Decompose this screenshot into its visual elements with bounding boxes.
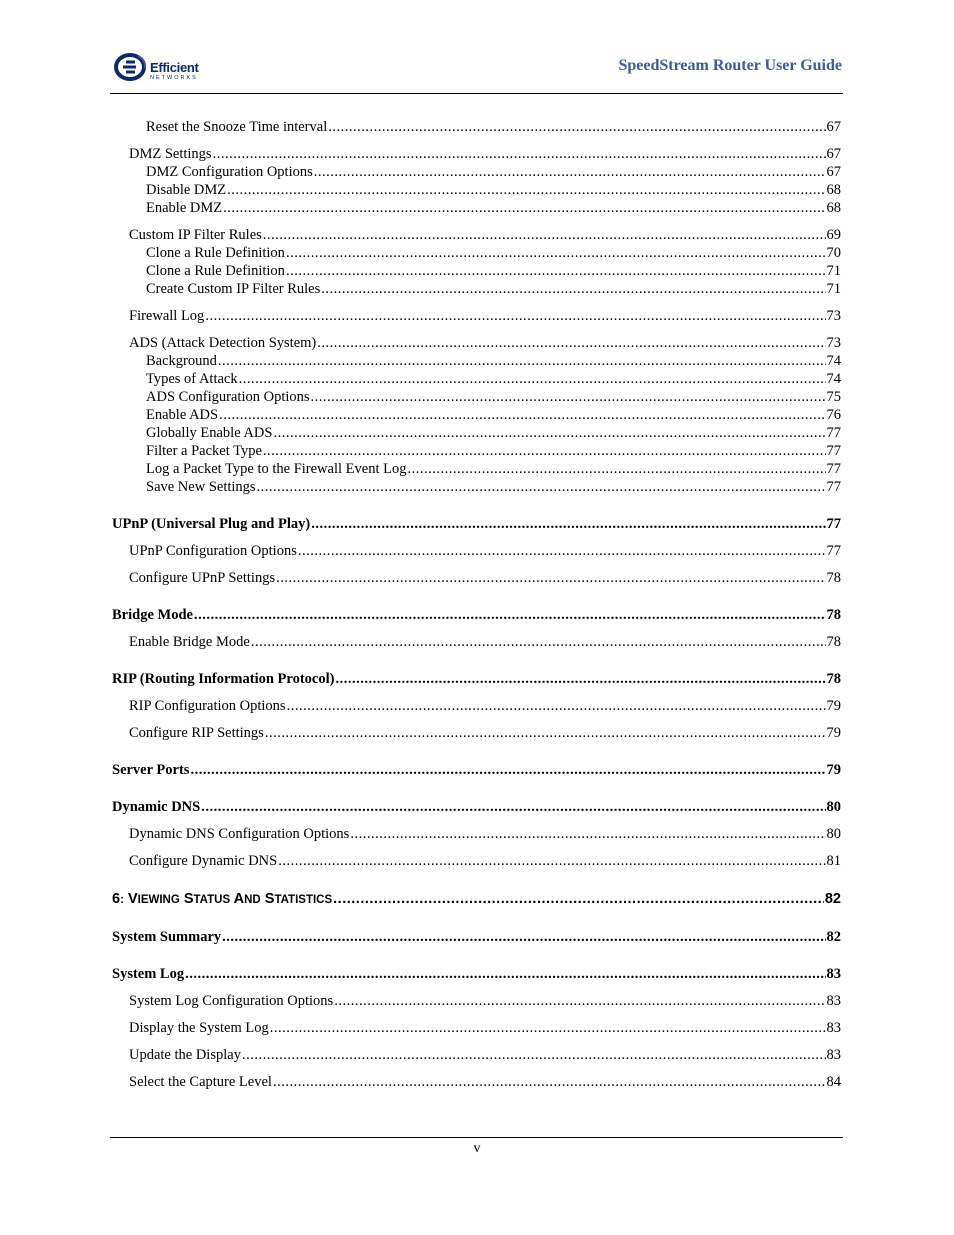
toc-entry-title: Save New Settings xyxy=(146,479,256,495)
guide-title: SpeedStream Router User Guide xyxy=(618,57,842,74)
toc-entry[interactable] xyxy=(112,478,841,496)
toc-entry-title: Enable Bridge Mode xyxy=(129,634,250,650)
toc-entry-title: ADS (Attack Detection System) xyxy=(129,335,317,351)
toc-entry[interactable] xyxy=(112,244,841,262)
toc-dot-leader xyxy=(219,406,825,424)
toc-dot-leader xyxy=(213,145,826,163)
toc-dot-leader xyxy=(286,244,826,262)
toc-entry-title: Bridge Mode xyxy=(112,607,193,623)
toc-entry-title: Filter a Packet Type xyxy=(146,443,262,459)
toc-dot-leader xyxy=(311,515,825,533)
toc-entry-title: Clone a Rule Definition xyxy=(146,245,285,261)
toc-entry-page: 80 xyxy=(826,799,841,815)
toc-entry[interactable] xyxy=(112,965,841,983)
toc-entry-title: Server Ports xyxy=(112,762,190,778)
toc-entry-title: Enable DMZ xyxy=(146,200,223,216)
toc-entry-page: 84 xyxy=(826,1074,841,1090)
toc-entry-page: 79 xyxy=(826,762,841,778)
toc-dot-leader xyxy=(265,724,826,742)
toc-entry-title: Update the Display xyxy=(129,1047,241,1063)
toc-entry-title: Configure Dynamic DNS xyxy=(129,853,278,869)
toc-dot-leader xyxy=(190,761,825,779)
toc-entry[interactable] xyxy=(112,515,841,533)
toc-entry-title: Reset the Snooze Time interval xyxy=(146,119,328,135)
toc-dot-leader xyxy=(328,118,825,136)
toc-entry-page: 83 xyxy=(826,1020,841,1036)
toc-entry[interactable] xyxy=(112,118,841,136)
toc-entry-page: 68 xyxy=(826,182,841,198)
toc-entry[interactable] xyxy=(112,307,841,325)
toc-dot-leader xyxy=(270,1019,826,1037)
toc-entry[interactable] xyxy=(112,460,841,478)
toc-dot-leader xyxy=(263,226,826,244)
toc-entry-page: 77 xyxy=(826,425,841,441)
toc-dot-leader xyxy=(227,181,825,199)
toc-entry[interactable] xyxy=(112,606,841,624)
toc-entry[interactable] xyxy=(112,406,841,424)
toc-entry[interactable] xyxy=(112,334,841,352)
toc-dot-leader xyxy=(222,928,825,946)
toc-entry-title: Select the Capture Level xyxy=(129,1074,272,1090)
toc-entry-page: 67 xyxy=(826,164,841,180)
toc-entry[interactable] xyxy=(112,280,841,298)
toc-entry-page: 78 xyxy=(826,607,841,623)
toc-entry-page: 80 xyxy=(826,826,841,842)
toc-entry-page: 73 xyxy=(826,308,841,324)
toc-entry-page: 75 xyxy=(826,389,841,405)
toc-dot-leader xyxy=(223,199,825,217)
toc-entry[interactable] xyxy=(112,697,841,715)
toc-entry-title: Clone a Rule Definition xyxy=(146,263,285,279)
toc-entry-page: 68 xyxy=(826,200,841,216)
toc-entry-title: UPnP (Universal Plug and Play) xyxy=(112,516,311,532)
toc-entry-title: System Log xyxy=(112,966,185,982)
toc-entry[interactable] xyxy=(112,761,841,779)
toc-entry[interactable] xyxy=(112,181,841,199)
toc-entry[interactable] xyxy=(112,424,841,442)
toc-dot-leader xyxy=(239,370,826,388)
toc-dot-leader xyxy=(286,262,826,280)
toc-entry[interactable] xyxy=(112,569,841,587)
toc-dot-leader xyxy=(350,825,825,843)
toc-dot-leader xyxy=(298,542,826,560)
toc-entry-page: 83 xyxy=(826,1047,841,1063)
toc-entry-page: 73 xyxy=(826,335,841,351)
toc-entry-page: 77 xyxy=(826,443,841,459)
toc-entry-title: RIP (Routing Information Protocol) xyxy=(112,671,335,687)
efficient-networks-logo xyxy=(114,52,214,84)
toc-dot-leader xyxy=(278,852,825,870)
page-header xyxy=(110,48,843,94)
toc-entry[interactable] xyxy=(112,542,841,560)
toc-entry-title: DMZ Configuration Options xyxy=(146,164,313,180)
toc-entry[interactable] xyxy=(112,724,841,742)
toc-dot-leader xyxy=(333,889,824,909)
toc-entry-title: System Summary xyxy=(112,929,222,945)
toc-dot-leader xyxy=(263,442,826,460)
page-number: v xyxy=(473,1141,481,1156)
toc-entry-page: 67 xyxy=(826,119,841,135)
toc-entry-page: 81 xyxy=(826,853,841,869)
toc-entry-page: 67 xyxy=(826,146,841,162)
toc-entry[interactable] xyxy=(112,1073,841,1091)
toc-dot-leader xyxy=(194,606,826,624)
toc-entry-title: Log a Packet Type to the Firewall Event Log xyxy=(146,461,407,477)
toc-entry-title: ADS Configuration Options xyxy=(146,389,310,405)
toc-dot-leader xyxy=(218,352,826,370)
toc-entry-page: 69 xyxy=(826,227,841,243)
toc-entry[interactable] xyxy=(112,633,841,651)
toc-dot-leader xyxy=(185,965,825,983)
toc-entry-title: Display the System Log xyxy=(129,1020,269,1036)
toc-entry[interactable] xyxy=(112,370,841,388)
header-divider xyxy=(110,93,843,94)
efficient-logo-mark-icon xyxy=(114,52,148,82)
toc-entry-title: Globally Enable ADS xyxy=(146,425,273,441)
toc-entry-page: 74 xyxy=(826,353,841,369)
toc-entry-title: RIP Configuration Options xyxy=(129,698,286,714)
toc-dot-leader xyxy=(317,334,825,352)
toc-entry-page: 71 xyxy=(826,281,841,297)
toc-entry-page: 83 xyxy=(826,966,841,982)
toc-entry-title: Disable DMZ xyxy=(146,182,227,198)
toc-entry-page: 78 xyxy=(826,570,841,586)
toc-entry-page: 77 xyxy=(826,461,841,477)
toc-entry[interactable] xyxy=(112,852,841,870)
logo-wordmark: Efficient xyxy=(150,60,199,75)
toc-entry[interactable] xyxy=(112,352,841,370)
toc-dot-leader xyxy=(273,1073,826,1091)
toc-dot-leader xyxy=(311,388,826,406)
toc-dot-leader xyxy=(314,163,826,181)
toc-dot-leader xyxy=(251,633,826,651)
toc-entry-title: UPnP Configuration Options xyxy=(129,543,297,559)
toc-entry-title: Enable ADS xyxy=(146,407,219,423)
toc-entry-title: Firewall Log xyxy=(129,308,205,324)
toc-entry-page: 76 xyxy=(826,407,841,423)
toc-entry-title: 6: VIEWING STATUS AND STATISTICS xyxy=(112,891,333,907)
toc-entry-title: Custom IP Filter Rules xyxy=(129,227,262,243)
toc-dot-leader xyxy=(201,798,825,816)
toc-entry-title: Dynamic DNS Configuration Options xyxy=(129,826,350,842)
toc-entry-title: Create Custom IP Filter Rules xyxy=(146,281,321,297)
toc-entry[interactable] xyxy=(112,199,841,217)
toc-entry[interactable] xyxy=(112,928,841,946)
toc-entry[interactable] xyxy=(112,163,841,181)
toc-entry[interactable] xyxy=(112,388,841,406)
toc-dot-leader xyxy=(257,478,826,496)
toc-entry-title: System Log Configuration Options xyxy=(129,993,334,1009)
toc-entry[interactable] xyxy=(112,670,841,688)
toc-dot-leader xyxy=(407,460,825,478)
toc-dot-leader xyxy=(335,670,825,688)
toc-entry-title: Background xyxy=(146,353,217,369)
toc-dot-leader xyxy=(287,697,826,715)
toc-entry-title: Configure RIP Settings xyxy=(129,725,264,741)
toc-entry[interactable] xyxy=(112,1019,841,1037)
toc-entry-title: Types of Attack xyxy=(146,371,238,387)
toc-dot-leader xyxy=(205,307,825,325)
toc-entry-page: 82 xyxy=(824,891,841,907)
toc-entry-page: 78 xyxy=(826,671,841,687)
toc-entry-page: 79 xyxy=(826,698,841,714)
toc-entry-page: 77 xyxy=(826,543,841,559)
toc-entry[interactable] xyxy=(112,798,841,816)
toc-entry-page: 78 xyxy=(826,634,841,650)
toc-entry-page: 70 xyxy=(826,245,841,261)
toc-dot-leader xyxy=(242,1046,826,1064)
logo-subtitle: NETWORKS xyxy=(150,75,198,81)
toc-entry[interactable] xyxy=(112,889,841,909)
toc-entry-page: 83 xyxy=(826,993,841,1009)
toc-dot-leader xyxy=(334,992,825,1010)
toc-entry[interactable] xyxy=(112,145,841,163)
toc-entry[interactable] xyxy=(112,262,841,280)
toc-entry-page: 79 xyxy=(826,725,841,741)
toc-entry-page: 74 xyxy=(826,371,841,387)
toc-entry[interactable] xyxy=(112,226,841,244)
toc-entry-page: 71 xyxy=(826,263,841,279)
toc-dot-leader xyxy=(321,280,825,298)
toc-entry-title: Configure UPnP Settings xyxy=(129,570,276,586)
toc-entry-page: 77 xyxy=(826,516,841,532)
footer-divider xyxy=(110,1137,843,1138)
toc-entry[interactable] xyxy=(112,825,841,843)
toc-entry-page: 77 xyxy=(826,479,841,495)
table-of-contents xyxy=(112,118,841,1091)
toc-dot-leader xyxy=(273,424,825,442)
toc-entry-title: DMZ Settings xyxy=(129,146,212,162)
toc-entry-page: 82 xyxy=(826,929,841,945)
toc-dot-leader xyxy=(276,569,825,587)
toc-entry[interactable] xyxy=(112,992,841,1010)
toc-entry[interactable] xyxy=(112,1046,841,1064)
toc-entry[interactable] xyxy=(112,442,841,460)
toc-entry-title: Dynamic DNS xyxy=(112,799,201,815)
